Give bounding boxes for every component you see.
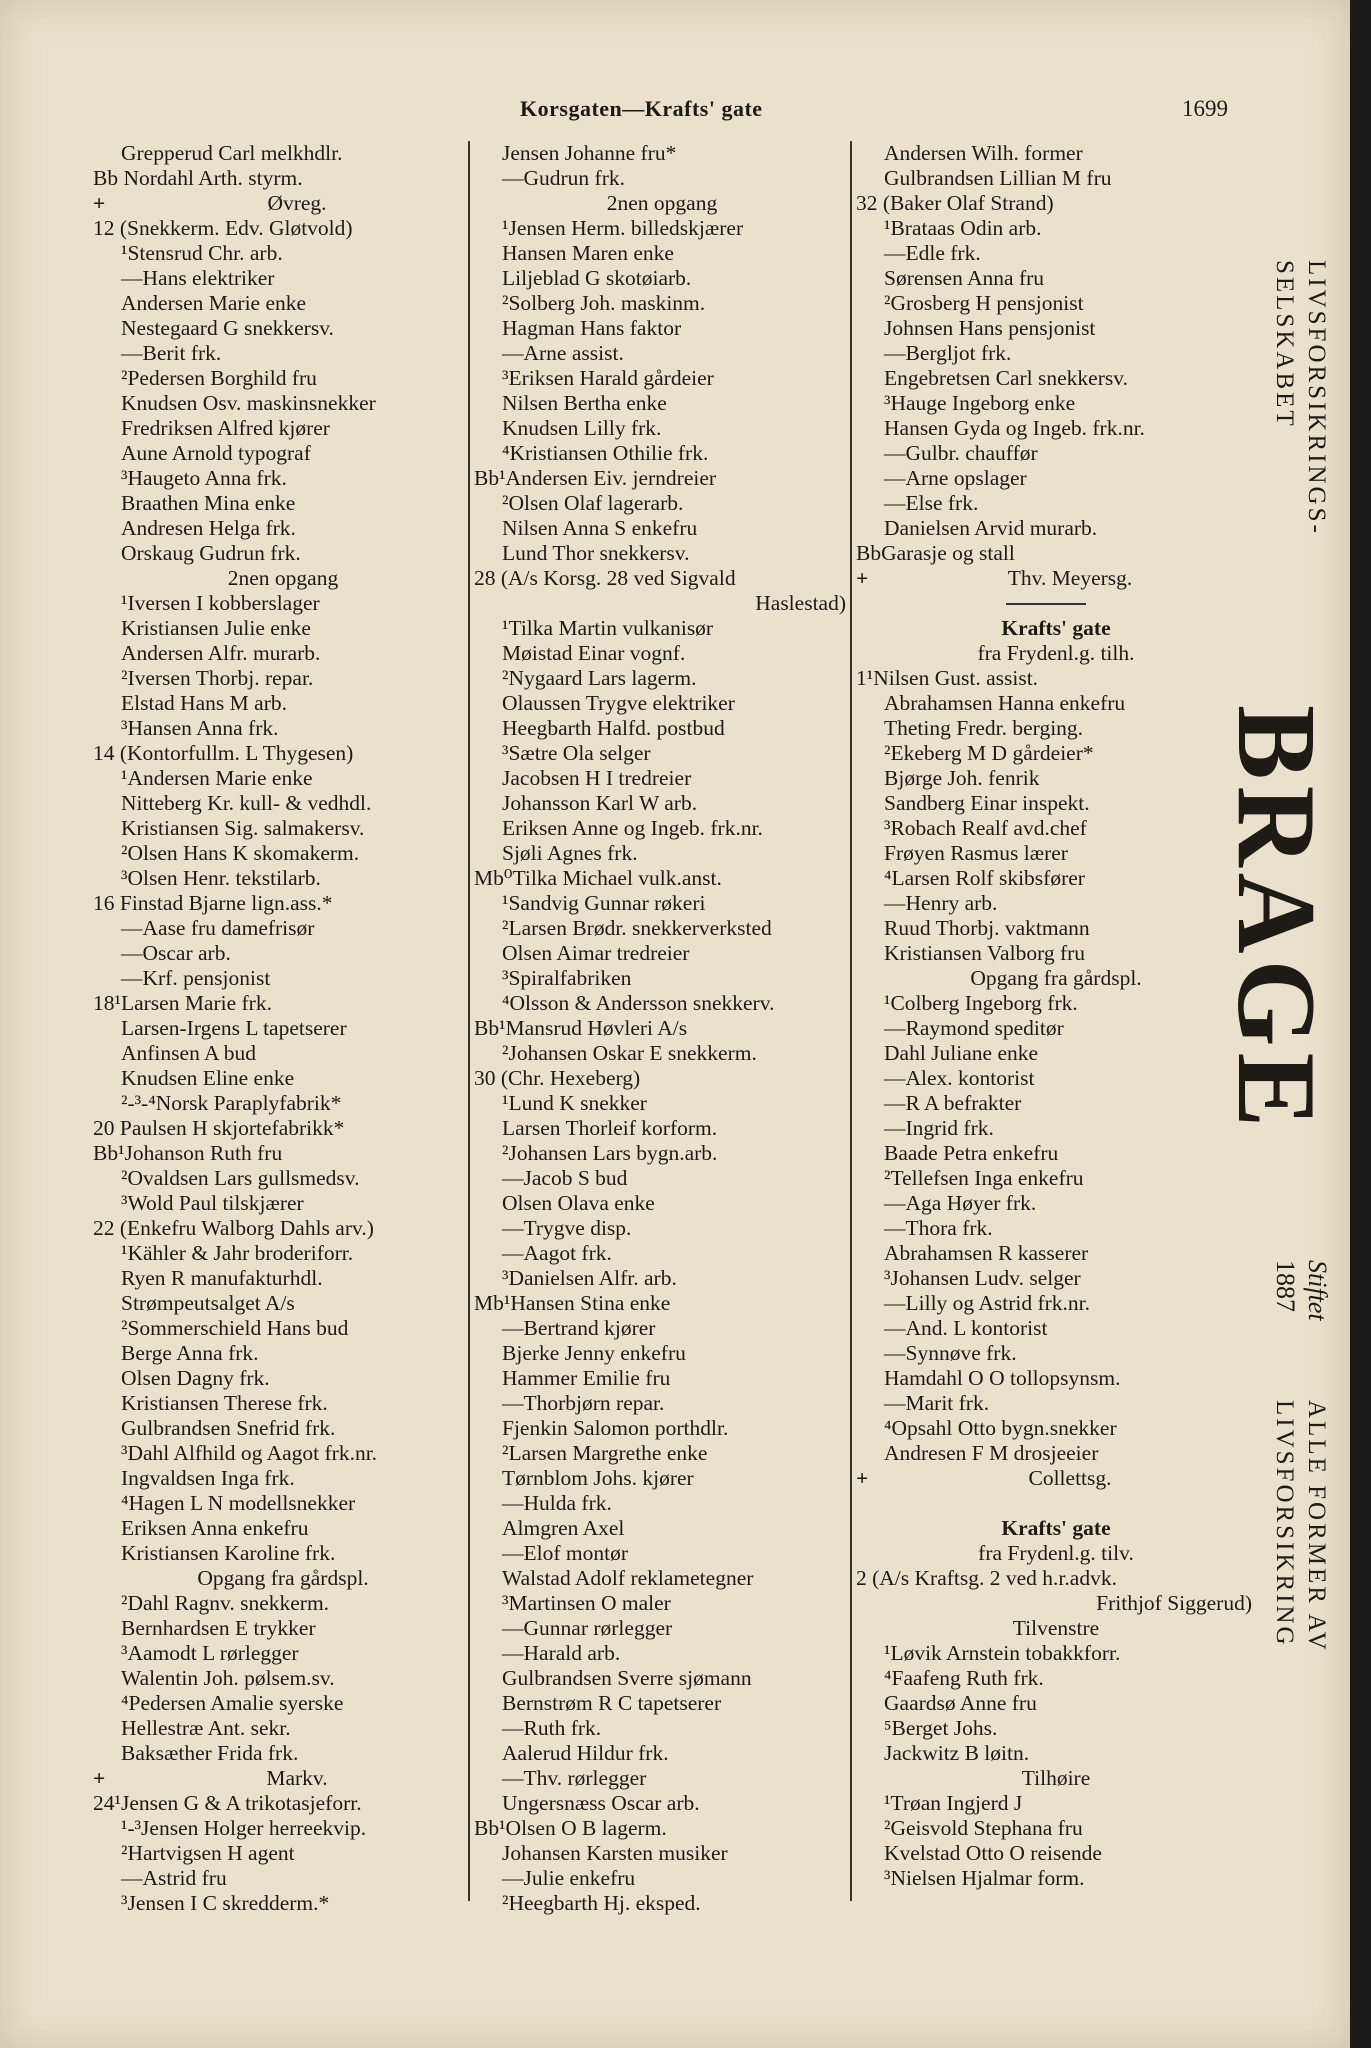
- directory-entry: Hamdahl O O tollopsynsm.: [884, 1366, 1121, 1390]
- directory-column-3: [856, 141, 1256, 1891]
- directory-entry: —Raymond speditør: [884, 1016, 1064, 1040]
- directory-entry: ¹Kähler & Jahr broderiforr.: [121, 1241, 354, 1265]
- directory-entry: Nilsen Bertha enke: [502, 391, 667, 415]
- directory-entry: —Trygve disp.: [502, 1216, 632, 1240]
- directory-entry: ³Martinsen O maler: [502, 1591, 671, 1615]
- cross-street: [856, 1466, 1256, 1491]
- directory-entry: ²Ekeberg M D gårdeier*: [884, 741, 1094, 765]
- directory-entry: —Gudrun frk.: [502, 166, 626, 190]
- directory-entry: ⁴Larsen Rolf skibsfører: [884, 866, 1085, 890]
- directory-entry: Ungersnæss Oscar arb.: [502, 1791, 700, 1815]
- directory-entry: Frithjof Siggerud): [1096, 1591, 1252, 1615]
- directory-entry: Bernstrøm R C tapetserer: [502, 1691, 722, 1715]
- directory-entry: ⁴Pedersen Amalie syerske: [121, 1691, 344, 1715]
- directory-entry: ⁴Faafeng Ruth frk.: [884, 1666, 1044, 1690]
- directory-entry: —Harald arb.: [502, 1641, 621, 1665]
- directory-entry: ³Spiralfabriken: [502, 966, 632, 990]
- directory-entry: Sandberg Einar inspekt.: [884, 791, 1090, 815]
- directory-entry: Gulbrandsen Sverre sjømann: [502, 1666, 752, 1690]
- directory-entry: ²Dahl Ragnv. snekkerm.: [121, 1591, 330, 1615]
- blank-line: [856, 1491, 1256, 1516]
- directory-entry: Kristiansen Julie enke: [121, 616, 311, 640]
- directory-entry: Ruud Thorbj. vaktmann: [884, 916, 1090, 940]
- directory-entry: ²Nygaard Lars lagerm.: [502, 666, 697, 690]
- directory-entry: Bernhardsen E trykker: [121, 1616, 316, 1640]
- directory-entry: 16 Finstad Bjarne lign.ass.*: [93, 891, 333, 915]
- cross-street-name: Øvreg.: [267, 191, 327, 215]
- directory-entry: Bb¹Johanson Ruth fru: [93, 1141, 283, 1165]
- cross-marker: +: [93, 1766, 106, 1790]
- directory-entry: Baade Petra enkefru: [884, 1141, 1059, 1165]
- directory-entry: Hansen Gyda og Ingeb. frk.nr.: [884, 416, 1145, 440]
- directory-entry: Knudsen Lilly frk.: [502, 416, 662, 440]
- directory-entry: ²Larsen Margrethe enke: [502, 1441, 708, 1465]
- directory-entry: Walentin Joh. pølsem.sv.: [121, 1666, 335, 1690]
- column-divider: [850, 141, 852, 1901]
- directory-entry: 12 (Snekkerm. Edv. Gløtvold): [93, 216, 353, 240]
- directory-entry: —Oscar arb.: [121, 941, 231, 965]
- subheading: 2nen opgang: [227, 566, 339, 590]
- directory-entry: —Thora frk.: [884, 1216, 993, 1240]
- directory-entry: ²Geisvold Stephana fru: [884, 1816, 1083, 1840]
- directory-entry: Eriksen Anna enkefru: [121, 1516, 309, 1540]
- directory-entry: Dahl Juliane enke: [884, 1041, 1039, 1065]
- directory-entry: ¹Jensen Herm. billedskjærer: [502, 216, 744, 240]
- subheading: Tilvenstre: [1012, 1616, 1100, 1640]
- ad-line-1: LIVSFORSIKRINGS-: [1303, 260, 1330, 536]
- directory-entry: Abrahamsen Hanna enkefru: [884, 691, 1126, 715]
- brage-advertisement: [1214, 250, 1350, 1810]
- directory-entry: Jacobsen H I tredreier: [502, 766, 692, 790]
- directory-entry: Fredriksen Alfred kjører: [121, 416, 330, 440]
- directory-entry: 24¹Jensen G & A trikotasjeforr.: [93, 1791, 362, 1815]
- directory-entry: Grepperud Carl melkhdlr.: [121, 141, 343, 165]
- directory-entry: Andersen Alfr. murarb.: [121, 641, 321, 665]
- directory-entry: —Berit frk.: [121, 341, 222, 365]
- directory-entry: Olsen Dagny frk.: [121, 1366, 270, 1390]
- directory-entry: Gulbrandsen Lillian M fru: [884, 166, 1112, 190]
- directory-entry: —Hulda frk.: [502, 1491, 612, 1515]
- section-heading: Krafts' gate: [1001, 1516, 1111, 1540]
- directory-entry: Andresen F M drosjeeier: [884, 1441, 1099, 1465]
- directory-entry: ⁴Olsson & Andersson snekkerv.: [502, 991, 775, 1015]
- directory-entry: —Aagot frk.: [502, 1241, 612, 1265]
- directory-entry: ³Olsen Henr. tekstilarb.: [121, 866, 321, 890]
- directory-entry: Kristiansen Valborg fru: [884, 941, 1086, 965]
- directory-entry: Abrahamsen R kasserer: [884, 1241, 1089, 1265]
- directory-entry: Bjørge Joh. fenrik: [884, 766, 1040, 790]
- directory-entry: Haslestad): [755, 591, 846, 615]
- directory-entry: —Aase fru damefrisør: [121, 916, 315, 940]
- directory-entry: —Thorbjørn repar.: [502, 1391, 665, 1415]
- directory-entry: 28 (A/s Korsg. 28 ved Sigvald: [474, 566, 736, 590]
- directory-entry: ³Robach Realf avd.chef: [884, 816, 1087, 840]
- subheading: Opgang fra gårdspl.: [970, 966, 1142, 990]
- directory-entry: Bb¹Andersen Eiv. jerndreier: [474, 466, 717, 490]
- directory-entry: Hagman Hans faktor: [502, 316, 682, 340]
- section-divider: [856, 591, 1256, 616]
- directory-entry: 20 Paulsen H skjortefabrikk*: [93, 1116, 345, 1140]
- directory-entry: Sjøli Agnes frk.: [502, 841, 638, 865]
- directory-entry: Kristiansen Sig. salmakersv.: [121, 816, 365, 840]
- directory-entry: Kvelstad Otto O reisende: [884, 1841, 1102, 1865]
- directory-entry: ³Wold Paul tilskjærer: [121, 1191, 304, 1215]
- directory-entry: ³Hauge Ingeborg enke: [884, 391, 1076, 415]
- directory-entry: Knudsen Osv. maskinsnekker: [121, 391, 376, 415]
- directory-entry: Lund Thor snekkersv.: [502, 541, 690, 565]
- directory-entry: Theting Fredr. berging.: [884, 716, 1084, 740]
- directory-column-1: [93, 141, 473, 1916]
- directory-entry: ³Jensen I C skredderm.*: [121, 1891, 330, 1915]
- directory-entry: Bjerke Jenny enkefru: [502, 1341, 686, 1365]
- directory-entry: ²Olsen Hans K skomakerm.: [121, 841, 360, 865]
- directory-entry: Bb¹Olsen O B lagerm.: [474, 1816, 667, 1840]
- page-number: 1699: [1182, 96, 1228, 121]
- directory-entry: Engebretsen Carl snekkersv.: [884, 366, 1128, 390]
- directory-entry: Ingvaldsen Inga frk.: [121, 1466, 295, 1490]
- directory-entry: ¹Stensrud Chr. arb.: [121, 241, 283, 265]
- directory-entry: —Ingrid frk.: [884, 1116, 994, 1140]
- directory-entry: —Jacob S bud: [502, 1166, 628, 1190]
- directory-entry: ³Johansen Ludv. selger: [884, 1266, 1081, 1290]
- directory-entry: Fjenkin Salomon porthdlr.: [502, 1416, 729, 1440]
- directory-entry: Nestegaard G snekkersv.: [121, 316, 334, 340]
- directory-entry: —Bergljot frk.: [884, 341, 1012, 365]
- subheading: fra Frydenl.g. tilh.: [977, 641, 1135, 665]
- directory-entry: ⁴Kristiansen Othilie frk.: [502, 441, 709, 465]
- cross-marker: +: [856, 566, 869, 590]
- cross-street: [856, 566, 1256, 591]
- ad-stiftet: Stiftet: [1303, 1260, 1332, 1321]
- directory-entry: Bb¹Mansrud Høvleri A/s: [474, 1016, 688, 1040]
- subheading: 2nen opgang: [606, 191, 718, 215]
- directory-entry: Olaussen Trygve elektriker: [502, 691, 735, 715]
- directory-entry: —Astrid fru: [121, 1866, 227, 1890]
- directory-entry: Frøyen Rasmus lærer: [884, 841, 1068, 865]
- ad-line-4: LIVSFORSIKRING: [1271, 1400, 1298, 1648]
- directory-entry: Andresen Helga frk.: [121, 516, 296, 540]
- directory-entry: Danielsen Arvid murarb.: [884, 516, 1098, 540]
- directory-entry: Walstad Adolf reklametegner: [502, 1566, 754, 1590]
- directory-entry: ²Sommerschield Hans bud: [121, 1316, 349, 1340]
- directory-entry: Strømpeutsalget A/s: [121, 1291, 295, 1315]
- directory-entry: Andersen Marie enke: [121, 291, 307, 315]
- directory-entry: ²Pedersen Borghild fru: [121, 366, 317, 390]
- directory-entry: Orskaug Gudrun frk.: [121, 541, 301, 565]
- directory-entry: Mb¹Hansen Stina enke: [474, 1291, 671, 1315]
- directory-entry: ³Aamodt L rørlegger: [121, 1641, 299, 1665]
- subheading: fra Frydenl.g. tilv.: [978, 1541, 1134, 1565]
- directory-entry: —Arne opslager: [884, 466, 1027, 490]
- directory-entry: Almgren Axel: [502, 1516, 625, 1540]
- directory-column-2: [474, 141, 850, 1916]
- directory-entry: —Arne assist.: [502, 341, 624, 365]
- cross-marker: +: [93, 191, 106, 215]
- directory-entry: ³Danielsen Alfr. arb.: [502, 1266, 677, 1290]
- directory-entry: Mb⁰Tilka Michael vulk.anst.: [474, 866, 722, 890]
- page-header: [0, 96, 1350, 130]
- directory-entry: 14 (Kontorfullm. L Thygesen): [93, 741, 354, 765]
- header-title: Korsgaten—Krafts' gate: [520, 96, 763, 121]
- directory-entry: Ryen R manufakturhdl.: [121, 1266, 323, 1290]
- cross-street: [93, 191, 473, 216]
- directory-entry: Knudsen Eline enke: [121, 1066, 295, 1090]
- directory-entry: Sørensen Anna fru: [884, 266, 1045, 290]
- directory-entry: ³Nielsen Hjalmar form.: [884, 1866, 1085, 1890]
- directory-entry: 1¹Nilsen Gust. assist.: [856, 666, 1039, 690]
- directory-entry: ²Olsen Olaf lagerarb.: [502, 491, 684, 515]
- directory-entry: —Else frk.: [884, 491, 979, 515]
- directory-entry: ²Johansen Lars bygn.arb.: [502, 1141, 718, 1165]
- directory-entry: ³Sætre Ola selger: [502, 741, 651, 765]
- directory-entry: ¹Colberg Ingeborg frk.: [884, 991, 1078, 1015]
- directory-entry: Berge Anna frk.: [121, 1341, 259, 1365]
- directory-entry: ¹Løvik Arnstein tobakkforr.: [884, 1641, 1121, 1665]
- directory-entry: 32 (Baker Olaf Strand): [856, 191, 1054, 215]
- cross-street-name: Thv. Meyersg.: [1007, 566, 1133, 590]
- directory-entry: Larsen-Irgens L tapetserer: [121, 1016, 347, 1040]
- directory-entry: 22 (Enkefru Walborg Dahls arv.): [93, 1216, 374, 1240]
- ad-founding-year: 1887: [1271, 1260, 1300, 1312]
- directory-entry: —Ruth frk.: [502, 1716, 602, 1740]
- column-divider: [468, 141, 470, 1901]
- directory-entry: Johansson Karl W arb.: [502, 791, 698, 815]
- directory-entry: ²Ovaldsen Lars gullsmedsv.: [121, 1166, 360, 1190]
- directory-entry: ⁵Berget Johs.: [884, 1716, 998, 1740]
- directory-entry: Nitteberg Kr. kull- & vedhdl.: [121, 791, 372, 815]
- directory-entry: ¹-³Jensen Holger herreekvip.: [121, 1816, 367, 1840]
- subheading: Opgang fra gårdspl.: [197, 1566, 369, 1590]
- directory-entry: Tørnblom Johs. kjører: [502, 1466, 694, 1490]
- directory-entry: —Hans elektriker: [121, 266, 275, 290]
- directory-entry: ¹Trøan Ingjerd J: [884, 1791, 1023, 1815]
- directory-entry: Hellestræ Ant. sekr.: [121, 1716, 291, 1740]
- cross-street: [93, 1766, 473, 1791]
- directory-entry: ³Dahl Alfhild og Aagot frk.nr.: [121, 1441, 378, 1465]
- directory-entry: Aune Arnold typograf: [121, 441, 311, 465]
- directory-entry: ⁴Opsahl Otto bygn.snekker: [884, 1416, 1117, 1440]
- directory-entry: ¹Iversen I kobberslager: [121, 591, 320, 615]
- directory-entry: Johnsen Hans pensjonist: [884, 316, 1096, 340]
- ad-line-2: SELSKABET: [1271, 260, 1298, 429]
- directory-entry: ¹Tilka Martin vulkanisør: [502, 616, 714, 640]
- directory-entry: Gaardsø Anne fru: [884, 1691, 1037, 1715]
- directory-entry: ²Iversen Thorbj. repar.: [121, 666, 314, 690]
- directory-entry: —Aga Høyer frk.: [884, 1191, 1037, 1215]
- directory-entry: Kristiansen Therese frk.: [121, 1391, 328, 1415]
- directory-entry: ²Hartvigsen H agent: [121, 1841, 295, 1865]
- ad-line-3: ALLE FORMER AV: [1303, 1400, 1330, 1653]
- directory-entry: ¹Lund K snekker: [502, 1091, 647, 1115]
- directory-entry: Liljeblad G skotøiarb.: [502, 266, 692, 290]
- directory-entry: —And. L kontorist: [884, 1316, 1048, 1340]
- subheading: Tilhøire: [1021, 1766, 1091, 1790]
- directory-entry: Larsen Thorleif korform.: [502, 1116, 718, 1140]
- directory-entry: ¹Sandvig Gunnar røkeri: [502, 891, 706, 915]
- directory-entry: Andersen Wilh. former: [884, 141, 1083, 165]
- directory-entry: ²Solberg Joh. maskinm.: [502, 291, 706, 315]
- directory-entry: Olsen Aimar tredreier: [502, 941, 690, 965]
- cross-street-name: Collettsg.: [1028, 1466, 1112, 1490]
- directory-entry: ¹Brataas Odin arb.: [884, 216, 1042, 240]
- directory-entry: Heegbarth Halfd. postbud: [502, 716, 725, 740]
- directory-entry: Hammer Emilie fru: [502, 1366, 671, 1390]
- section-heading: Krafts' gate: [1001, 616, 1111, 640]
- directory-entry: ²Grosberg H pensjonist: [884, 291, 1084, 315]
- directory-entry: —Krf. pensjonist: [121, 966, 271, 990]
- directory-entry: Eriksen Anne og Ingeb. frk.nr.: [502, 816, 763, 840]
- directory-entry: —Elof montør: [502, 1541, 628, 1565]
- directory-entry: ³Hansen Anna frk.: [121, 716, 279, 740]
- directory-entry: —Edle frk.: [884, 241, 981, 265]
- directory-entry: Braathen Mina enke: [121, 491, 296, 515]
- directory-entry: —Alex. kontorist: [884, 1066, 1035, 1090]
- directory-entry: ³Eriksen Harald gårdeier: [502, 366, 714, 390]
- directory-entry: Johansen Karsten musiker: [502, 1841, 728, 1865]
- directory-entry: ²-³-⁴Norsk Paraplyfabrik*: [121, 1091, 342, 1115]
- directory-entry: —Lilly og Astrid frk.nr.: [884, 1291, 1091, 1315]
- directory-entry: —Marit frk.: [884, 1391, 990, 1415]
- directory-entry: —Thv. rørlegger: [502, 1766, 647, 1790]
- directory-entry: —Synnøve frk.: [884, 1341, 1017, 1365]
- directory-entry: —R A befrakter: [884, 1091, 1022, 1115]
- directory-entry: ²Heegbarth Hj. eksped.: [502, 1891, 701, 1915]
- directory-entry: Elstad Hans M arb.: [121, 691, 287, 715]
- directory-entry: Anfinsen A bud: [121, 1041, 256, 1065]
- directory-entry: BbGarasje og stall: [856, 541, 1015, 565]
- directory-entry: Kristiansen Karoline frk.: [121, 1541, 336, 1565]
- directory-entry: ²Johansen Oskar E snekkerm.: [502, 1041, 757, 1065]
- directory-entry: —Gulbr. chauffør: [884, 441, 1038, 465]
- directory-entry: ⁴Hagen L N modellsnekker: [121, 1491, 356, 1515]
- directory-entry: —Henry arb.: [884, 891, 998, 915]
- directory-entry: 18¹Larsen Marie frk.: [93, 991, 272, 1015]
- cross-marker: +: [856, 1466, 869, 1490]
- directory-entry: ³Haugeto Anna frk.: [121, 466, 287, 490]
- directory-entry: Bb Nordahl Arth. styrm.: [93, 166, 303, 190]
- directory-entry: Nilsen Anna S enkefru: [502, 516, 698, 540]
- directory-entry: ²Larsen Brødr. snekkerverksted: [502, 916, 772, 940]
- directory-entry: Baksæther Frida frk.: [121, 1741, 299, 1765]
- directory-entry: Olsen Olava enke: [502, 1191, 655, 1215]
- directory-entry: Jensen Johanne fru*: [502, 141, 677, 165]
- directory-entry: Jackwitz B løitn.: [884, 1741, 1030, 1765]
- cross-street-name: Markv.: [266, 1766, 328, 1790]
- directory-entry: Møistad Einar vognf.: [502, 641, 686, 665]
- directory-entry: ²Tellefsen Inga enkefru: [884, 1166, 1084, 1190]
- directory-entry: Gulbrandsen Snefrid frk.: [121, 1416, 336, 1440]
- directory-entry: ¹Andersen Marie enke: [121, 766, 313, 790]
- directory-entry: 2 (A/s Kraftsg. 2 ved h.r.advk.: [856, 1566, 1117, 1590]
- directory-entry: —Bertrand kjører: [502, 1316, 656, 1340]
- directory-entry: Hansen Maren enke: [502, 241, 674, 265]
- directory-entry: 30 (Chr. Hexeberg): [474, 1066, 641, 1090]
- directory-entry: —Gunnar rørlegger: [502, 1616, 673, 1640]
- directory-entry: Aalerud Hildur frk.: [502, 1741, 669, 1765]
- ad-brand-name: BRAGE: [1214, 705, 1338, 1134]
- directory-entry: —Julie enkefru: [502, 1866, 636, 1890]
